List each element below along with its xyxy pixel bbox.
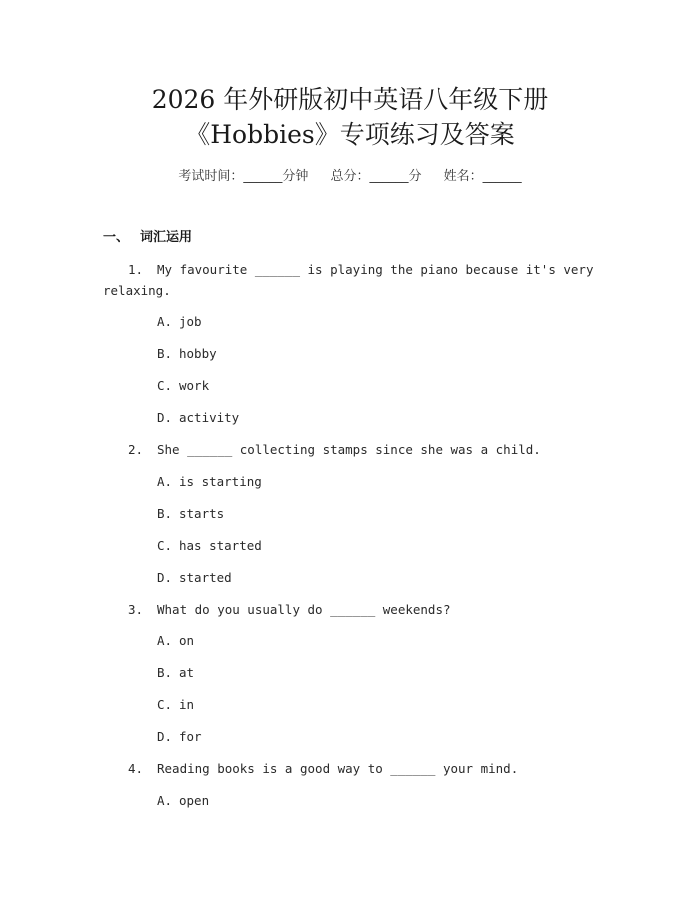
- option-2c: [157, 537, 262, 555]
- question-number: 3.: [127, 602, 143, 617]
- option-text: work: [179, 378, 210, 393]
- option-4a: [157, 792, 209, 810]
- section-heading: [103, 229, 192, 247]
- total-score-field: 总分：______分: [330, 169, 422, 184]
- question-number: 4.: [127, 761, 143, 776]
- option-text: in: [179, 697, 195, 712]
- question-1-line: [0, 261, 700, 279]
- option-letter: A.: [157, 314, 173, 329]
- option-text: on: [179, 633, 195, 648]
- option-2a: [157, 473, 262, 491]
- student-name-field: 姓名：______: [443, 169, 522, 184]
- question-2-line: [0, 441, 700, 459]
- option-text: has started: [179, 538, 262, 553]
- option-letter: A.: [157, 793, 173, 808]
- question-text: Reading books is a good way to ______ your mind.: [157, 761, 519, 776]
- question-4-line: [0, 760, 700, 778]
- option-text: starts: [179, 506, 225, 521]
- question-1-continuation: [0, 282, 700, 300]
- option-text: activity: [179, 410, 240, 425]
- option-2b: [157, 505, 224, 523]
- question-text: What do you usually do ______ weekends?: [157, 602, 451, 617]
- question-text-continuation: relaxing.: [103, 283, 171, 298]
- document-title-line-1: 2026 年外研版初中英语八年级下册: [151, 85, 549, 114]
- question-3-line: [0, 601, 700, 619]
- option-text: for: [179, 729, 202, 744]
- option-letter: A.: [157, 633, 173, 648]
- option-1a: [157, 313, 202, 331]
- question-text: My favourite ______ is playing the piano because it's very: [157, 262, 594, 277]
- option-letter: B.: [157, 346, 173, 361]
- section-title: 词汇运用: [140, 230, 193, 245]
- option-letter: B.: [157, 665, 173, 680]
- exam-meta-line: [0, 168, 700, 186]
- option-2d: [157, 569, 232, 587]
- option-letter: B.: [157, 506, 173, 521]
- option-1b: [157, 345, 217, 363]
- section-number: 一、: [103, 230, 130, 245]
- option-letter: D.: [157, 410, 173, 425]
- option-3c: [157, 696, 194, 714]
- option-letter: C.: [157, 378, 173, 393]
- option-text: open: [179, 793, 210, 808]
- option-letter: D.: [157, 570, 173, 585]
- question-number: 1.: [127, 262, 143, 277]
- question-text: She ______ collecting stamps since she was a child.: [157, 442, 541, 457]
- option-3d: [157, 728, 202, 746]
- option-letter: C.: [157, 538, 173, 553]
- option-1d: [157, 409, 239, 427]
- document-title-line-2: 《Hobbies》专项练习及答案: [185, 120, 515, 149]
- option-text: at: [179, 665, 195, 680]
- exam-time-field: 考试时间：______分钟: [178, 169, 309, 184]
- option-letter: D.: [157, 729, 173, 744]
- option-letter: A.: [157, 474, 173, 489]
- option-text: is starting: [179, 474, 262, 489]
- question-number: 2.: [127, 442, 143, 457]
- option-3a: [157, 632, 194, 650]
- option-1c: [157, 377, 209, 395]
- option-letter: C.: [157, 697, 173, 712]
- option-text: job: [179, 314, 202, 329]
- option-text: started: [179, 570, 232, 585]
- option-text: hobby: [179, 346, 217, 361]
- option-3b: [157, 664, 194, 682]
